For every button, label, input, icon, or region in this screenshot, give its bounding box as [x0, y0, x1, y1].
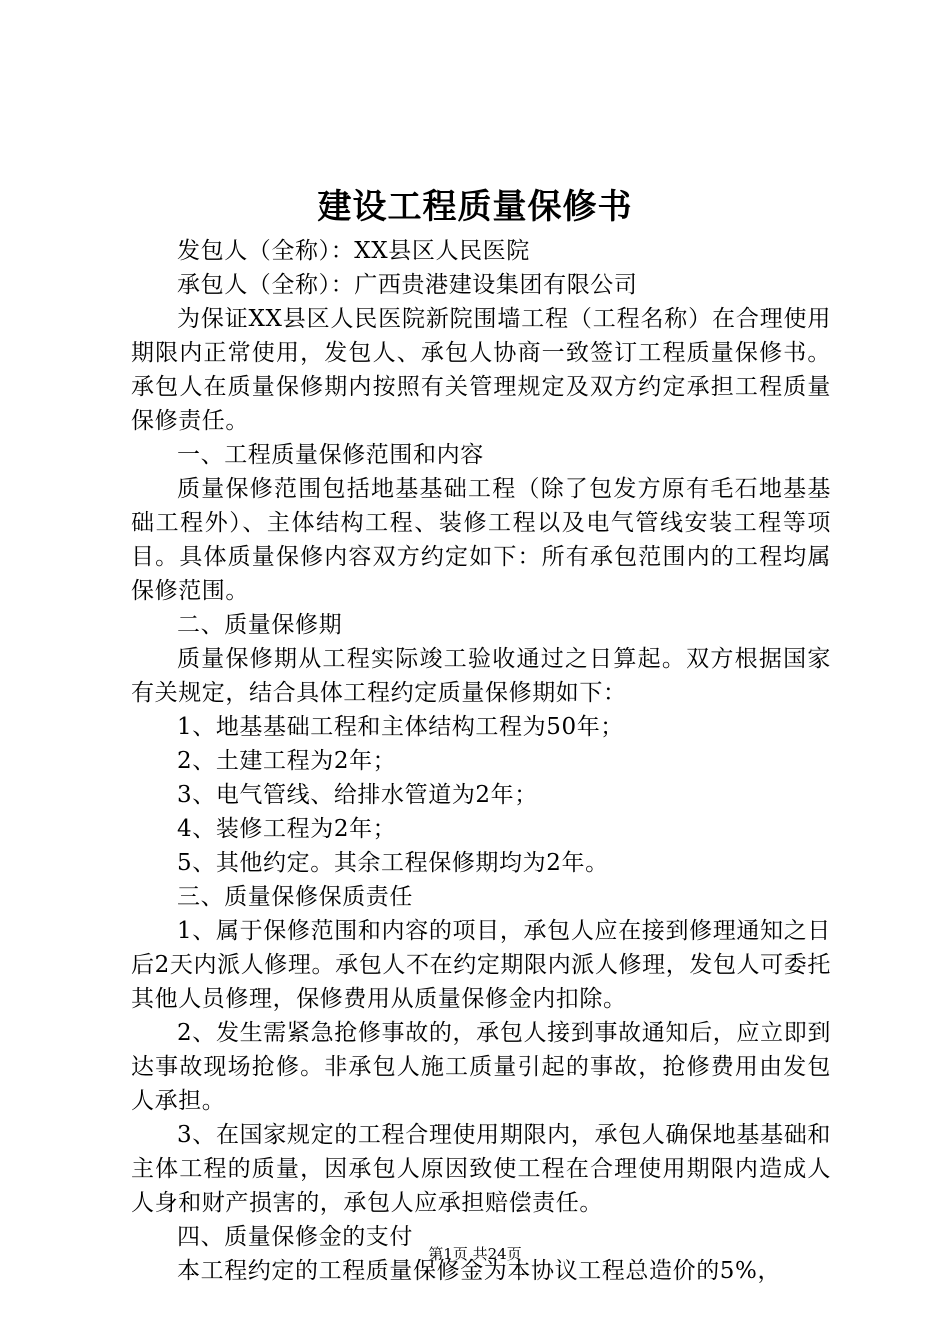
- section-4-paragraph: 本工程约定的工程质量保修金为本协议工程总造价的5%，: [177, 1258, 782, 1284]
- section-heading-2: 二、质量保修期: [177, 612, 343, 638]
- section-1-paragraph: 质量保修范围包括地基基础工程（除了包发方原有毛石地基基础工程外）、主体结构工程、装修工程以及电气管线安装工程等项目。具体质量保修内容双方约定如下：所有承包范围内的工程均属保修范围。: [131, 476, 831, 604]
- section-3-paragraph: 3、在国家规定的工程合理使用期限内，承包人确保地基基础和主体工程的质量，因承包人原因致使工程在合理使用期限内造成人人身和财产损害的，承包人应承担赔偿责任。: [131, 1122, 831, 1216]
- intro-paragraph: 为保证XX县区人民医院新院围墙工程（工程名称）在合理使用期限内正常使用，发包人、承包人协商一致签订工程质量保修书。承包人在质量保修期内按照有关管理规定及双方约定承担工程质量保修责任。: [131, 306, 831, 434]
- document-title: 建设工程质量保修书: [317, 187, 633, 227]
- document-body: [131, 234, 831, 1288]
- employer-line: 发包人（全称）：XX县区人民医院: [177, 238, 530, 264]
- section-3-paragraph: 2、发生需紧急抢修事故的，承包人接到事故通知后，应立即到达事故现场抢修。非承包人施工质量引起的事故，抢修费用由发包人承担。: [131, 1020, 831, 1114]
- list-item: 4、装修工程为2年；: [177, 816, 397, 842]
- section-2-paragraph: 质量保修期从工程实际竣工验收通过之日算起。双方根据国家有关规定，结合具体工程约定质量保修期如下：: [131, 646, 831, 706]
- list-item: 2、土建工程为2年；: [177, 748, 397, 774]
- list-item: 1、地基基础工程和主体结构工程为50年；: [177, 714, 624, 740]
- section-heading-3: 三、质量保修保质责任: [177, 884, 413, 910]
- contractor-line: 承包人（全称）：广西贵港建设集团有限公司: [177, 272, 638, 298]
- section-heading-1: 一、工程质量保修范围和内容: [177, 442, 484, 468]
- section-3-paragraph: 1、属于保修范围和内容的项目，承包人应在接到修理通知之日后2天内派人修理。承包人不在约定期限内派人修理，发包人可委托其他人员修理，保修费用从质量保修金内扣除。: [131, 918, 831, 1012]
- page-footer: 第1页 共24页: [428, 1245, 522, 1263]
- list-item: 3、电气管线、给排水管道为2年；: [177, 782, 538, 808]
- section-heading-4: 四、质量保修金的支付: [177, 1224, 413, 1250]
- list-item: 5、其他约定。其余工程保修期均为2年。: [177, 850, 609, 876]
